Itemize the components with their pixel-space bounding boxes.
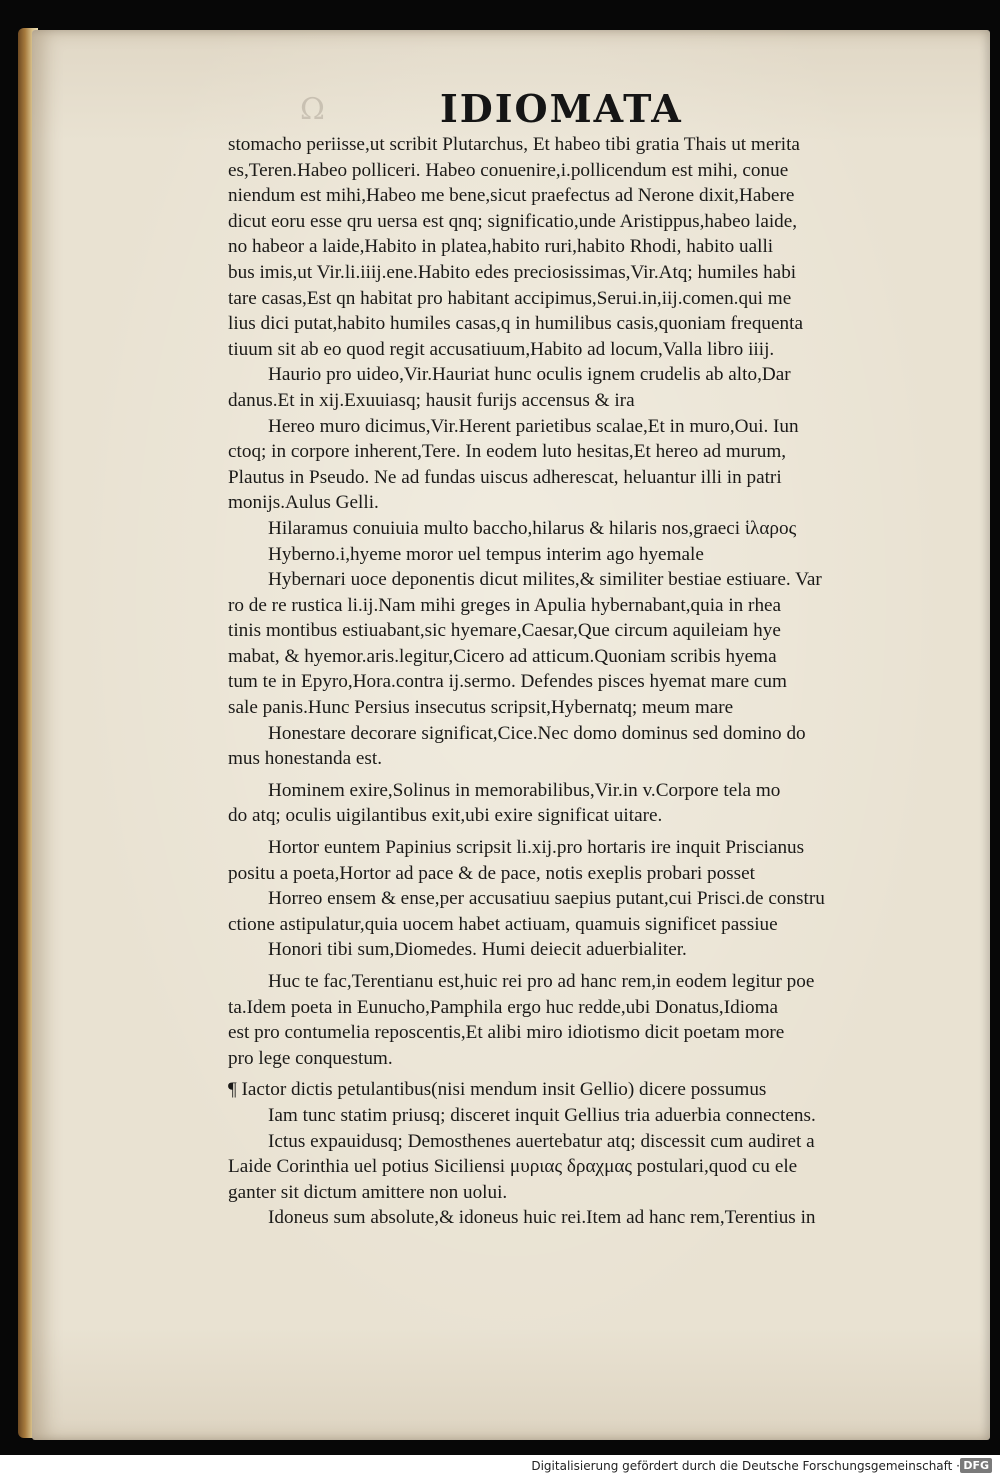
text-line: ctione astipulatur,quia uocem habet actiuam, quamuis significet passiue: [228, 913, 778, 935]
text-line: Hominem exire,Solinus in memorabilibus,Vir.in v.Corpore tela mo: [268, 779, 781, 801]
text-line: tiuum sit ab eo quod regit accusatiuum,Habito ad locum,Valla libro iiij.: [228, 338, 775, 360]
text-line: Hilaramus conuiuia multo baccho,hilarus & hilaris nos,graeci ἱλαρος: [268, 517, 797, 539]
text-line: es,Teren.Habeo polliceri. Habeo conuenire,i.pollicendum est mihi, conue: [228, 159, 789, 181]
bleed-through-mark: Ω: [300, 92, 325, 127]
text-line: Iam tunc statim priusq; disceret inquit Gellius tria aduerbia connectens.: [268, 1104, 816, 1126]
text-line: ctoq; in corpore inherent,Tere. In eodem luto hesitas,Et hereo ad murum,: [228, 441, 787, 463]
footer-strip: [0, 1455, 1000, 1482]
text-line: mabat, & hyemor.aris.legitur,Cicero ad atticum.Quoniam scribis hyema: [228, 645, 777, 667]
body-text: [228, 132, 968, 1231]
text-line: Idoneus sum absolute,& idoneus huic rei.Item ad hanc rem,Terentius in: [268, 1207, 816, 1229]
text-line: Horreo ensem & ense,per accusatiuu saepius putant,cui Prisci.de constru: [268, 888, 825, 910]
text-line: Huc te fac,Terentianu est,huic rei pro ad hanc rem,in eodem legitur poe: [268, 971, 815, 992]
text-line: Hereo muro dicimus,Vir.Herent parietibus scalae,Et in muro,Oui. Iun: [268, 415, 799, 437]
text-line: Plautus in Pseudo. Ne ad fundas uiscus adherescat, heluantur illi in patri: [228, 466, 782, 488]
text-line: tum te in Epyro,Hora.contra ij.sermo. Defendes pisces hyemat mare cum: [228, 671, 787, 693]
text-line: Honestare decorare significat,Cice.Nec domo dominus sed domino do: [268, 722, 806, 744]
text-line: Hyberno.i,hyeme moror uel tempus interim ago hyemale: [268, 543, 704, 565]
text-line: do atq; oculis uigilantibus exit,ubi exire significat uitare.: [228, 805, 663, 827]
text-line: Honori tibi sum,Diomedes. Humi deiecit aduerbialiter.: [268, 939, 687, 961]
text-line: Hortor euntem Papinius scripsit li.xij.pro hortaris ire inquit Priscianus: [268, 837, 805, 859]
text-line: ro de re rustica li.ij.Nam mihi greges in Apulia hybernabant,quia in rhea: [228, 594, 782, 616]
text-line: dicut eoru esse qru uersa est qnq; significatio,unde Aristippus,habeo laide,: [228, 210, 798, 232]
text-line: bus imis,ut Vir.li.iiij.ene.Habito edes preciosissimas,Vir.Atq; humiles habi: [228, 261, 797, 283]
text-line: no habeor a laide,Habito in platea,habito ruri,habito Rhodi, habito ualli: [228, 236, 774, 258]
text-line: lius dici putat,habito humiles casas,q in humilibus casis,quoniam frequenta: [228, 313, 803, 335]
text-line: danus.Et in xij.Exuuiasq; hausit furijs accensus & ira: [228, 389, 635, 411]
text-line: est pro contumelia reposcentis,Et alibi miro idiotismo dicit poetam more: [228, 1022, 785, 1044]
text-line: ganter sit dictum amittere non uolui.: [228, 1181, 508, 1203]
text-line: monijs.Aulus Gelli.: [228, 492, 379, 514]
text-line: positu a poeta,Hortor ad pace & de pace, notis exeplis probari posset: [228, 862, 755, 884]
text-line: Laide Corinthia uel potius Siciliensi μυριας δραχμας postulari,quod cu ele: [228, 1156, 798, 1178]
footer-credit: Digitalisierung gefördert durch die Deutsche Forschungsgemeinschaft ·: [531, 1459, 960, 1473]
text-line: Ictus expauidusq; Demosthenes auertebatur atq; discessit cum audiret a: [268, 1130, 815, 1152]
text-line: Haurio pro uideo,Vir.Hauriat hunc oculis ignem crudelis ab alto,Dar: [268, 364, 791, 386]
text-line: tare casas,Est qn habitat pro habitant accipimus,Serui.in,iij.comen.qui me: [228, 287, 792, 309]
text-line: pro lege conquestum.: [228, 1047, 393, 1069]
text-line: sale panis.Hunc Persius insecutus scripsit,Hybernatq; meum mare: [228, 697, 734, 719]
text-line: ¶ Iactor dictis petulantibus(nisi mendum insit Gellio) dicere possumus: [228, 1079, 767, 1101]
text-line: stomacho periisse,ut scribit Plutarchus, Et habeo tibi gratia Thais ut merita: [228, 134, 800, 155]
text-line: mus honestanda est.: [228, 748, 383, 770]
text-line: tinis montibus estiuabant,sic hyemare,Caesar,Que circum aquileiam hye: [228, 620, 781, 642]
dfg-logo-icon: DFG: [960, 1458, 992, 1473]
text-line: niendum est mihi,Habeo me bene,sicut praefectus ad Nerone dixit,Habere: [228, 185, 795, 207]
text-line: Hybernari uoce deponentis dicut milites,& similiter bestiae estiuare. Var: [268, 569, 822, 591]
text-line: ta.Idem poeta in Eunucho,Pamphila ergo huc redde,ubi Donatus,Idioma: [228, 996, 779, 1018]
running-head: IDIOMATA: [440, 86, 683, 131]
